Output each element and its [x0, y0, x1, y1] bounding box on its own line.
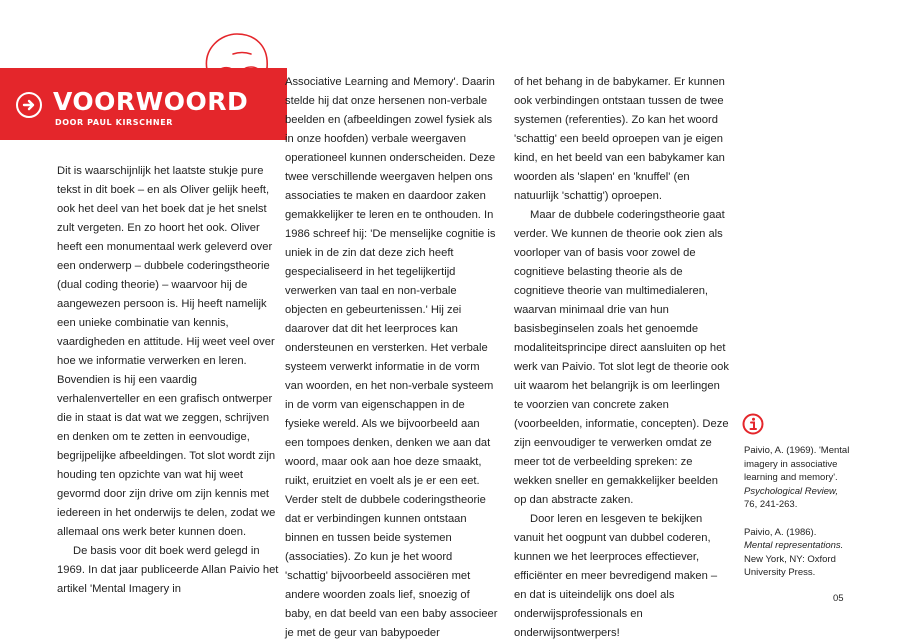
paragraph: Dit is waarschijnlijk het laatste stukje pure tekst in dit boek – en als Oliver gelijk heeft, ook het deel van het boek dat je het snelst zult vergeten. En zo hoort het ook. Oliver heeft een monumentaal werk geleverd over een onderwerp – dubbele coderingstheorie (dual coding theorie) – waarvoor hij de aangewezen persoon is. Hij heeft namelijk een unieke combinatie van kennis, vaardigheden en attitude. Hij weet veel over hoe we informatie verwerken en leren. Bovendien is hij een vaardig verhalenverteller en een grafisch ontwerper die in staat is dat wat we zeggen, schrijven en denken om te zetten in eenvoudige, begrijpelijke afbeeldingen. Tot slot wordt zijn houding ten opzichte van wat hij weet gevormd door zijn drive om zijn kennis met iedereen in het onderwijs te delen, zodat we allemaal ons werk beter kunnen doen. — [57, 165, 276, 538]
paragraph: De basis voor dit boek werd gelegd in 1969. In dat jaar publiceerde Allan Paivio het artikel 'Mental Imagery in — [57, 545, 279, 595]
section-title: VOORWOORD — [53, 87, 249, 116]
paragraph: Associative Learning and Memory'. Daarin stelde hij dat onze hersenen non-verbale beelden en (afbeeldingen zowel fysiek als in onze hoofden) verbale weergaven operationeel kunnen onderscheiden. Deze twee verschillende weergaven helpen ons associaties te maken en daardoor zaken gemakkelijker te leren en te onthouden. In 1986 schreef hij: 'De menselijke cognitie is uniek in de zin dat deze zich heeft gespecialiseerd in het tegelijkertijd verwerken van taal en non-verbale objecten en gebeurtenissen.' Hij zei daarover dat dit het leerproces kan ondersteunen en versterken. Het verbale systeem verwerkt informatie in de vorm van woorden, en het non-verbale systeem in de vorm van eigenschappen in de fysieke wereld. Als we bijvoorbeeld aan een tompoes denken, denken we aan dat woord, maar ook aan hoe deze smaakt, ruikt, eruitziet en voelt als je er een eet. Verder stelt de dubbele coderingstheorie dat er verbindingen kunnen ontstaan binnen en tussen beide systemen (associaties). Zo kun je het woord 'schattig' bijvoorbeeld associëren met andere woorden zoals lief, snoezig of baby, en dat beeld van een baby associeer je met de geur van babypoeder — [285, 76, 498, 639]
paragraph: Maar de dubbele coderingstheorie gaat verder. We kunnen de theorie ook zien als voorloper van of basis voor zowel de cognitieve belasting theorie als de cognitieve theorie van multimedialeren, waarvan minimaal drie van hun basisbeginselen zoals het genoemde modaliteitsprincipe direct aansluiten op het werk van Paivio. Tot slot legt de theorie ook uit waarom het belangrijk is om leerlingen te voorzien van concrete zaken (voorbeelden, informatie, concepten). Deze zijn eenvoudiger te verwerken omdat ze meer tot de verbeelding spreken: ze wekken sneller en gemakkelijker beelden op dan abstracte zaken. — [514, 209, 729, 506]
page-number: 05 — [833, 593, 844, 604]
text-column-2 — [285, 73, 498, 643]
reference-pages: 76, 241-263. — [744, 499, 798, 510]
reference-journal: Psychological Review, — [744, 485, 838, 497]
section-banner — [0, 68, 287, 140]
arrow-right-circle-icon — [16, 92, 42, 118]
section-author: DOOR PAUL KIRSCHNER — [55, 118, 174, 127]
info-icon — [742, 413, 764, 435]
paragraph: of het behang in de babykamer. Er kunnen ook verbindingen ontstaan tussen de twee systemen (referenties). Zo kan het woord 'schattig' een beeld oproepen van je eigen kind, en het beeld van een babykamer kan woorden als 'slapen' en 'knuffel' (en natuurlijk 'schattig') oproepen. — [514, 76, 725, 202]
references-sidebar — [744, 444, 854, 594]
reference-authors: Paivio, A. (1969). 'Mental imagery in associative learning and memory'. — [744, 445, 850, 483]
reference-1 — [744, 444, 854, 512]
text-column-3 — [514, 73, 732, 643]
reference-2 — [744, 526, 854, 580]
paragraph: Door leren en lesgeven te bekijken vanuit het oogpunt van dubbel coderen, kunnen we het leerproces effectiever, efficiënter en meer bevredigend maken – en dat is uiteindelijk ons doel als onderwijsprofessionals en onderwijsontwerpers! — [514, 513, 718, 639]
reference-authors: Paivio, A. (1986). — [744, 526, 817, 538]
reference-title: Mental representations. — [744, 540, 844, 551]
reference-publisher: New York, NY: Oxford University Press. — [744, 553, 836, 578]
text-column-1 — [57, 162, 279, 599]
